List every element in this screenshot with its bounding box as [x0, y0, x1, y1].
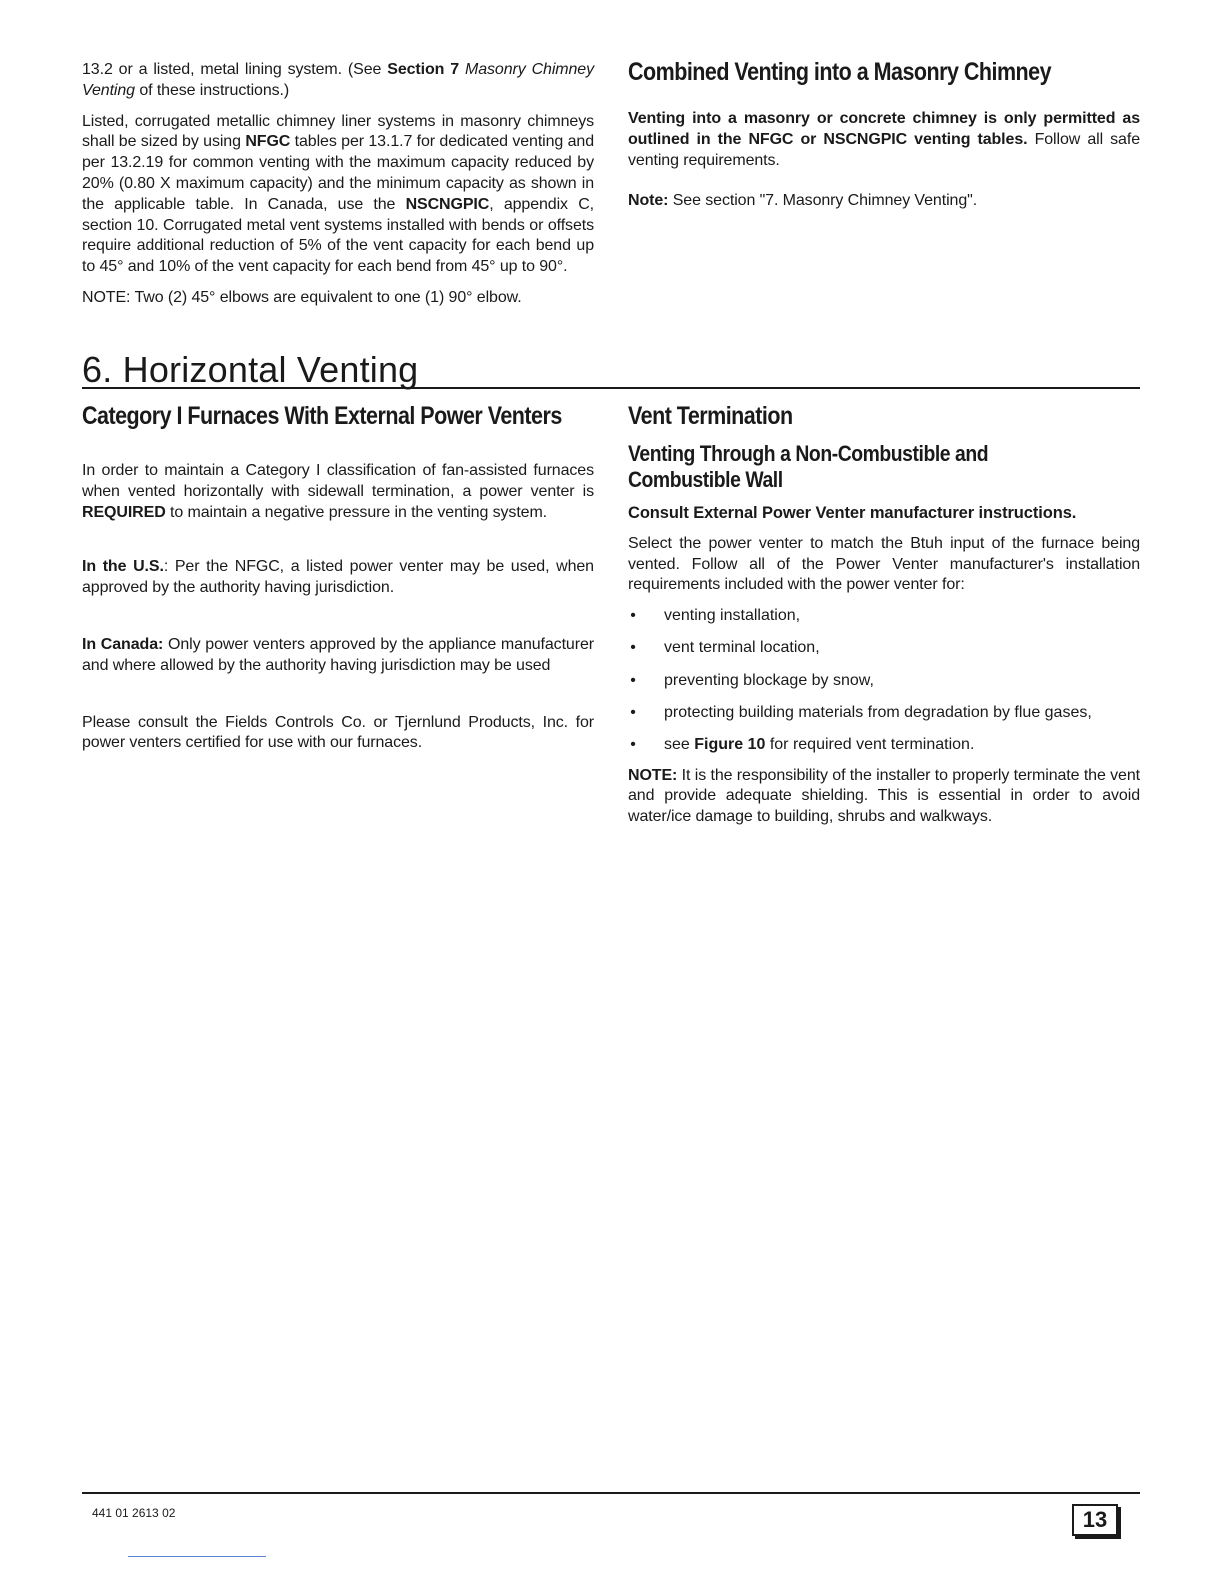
- top-left-column: [82, 60, 594, 319]
- note-see-section: Note: See section "7. Masonry Chimney Venting".: [628, 192, 978, 210]
- subheading-wall-venting: Venting Through a Non-Combustible and Combustible Wall: [628, 441, 989, 492]
- list-item: • venting installation,: [628, 606, 1140, 627]
- list-item: • vent terminal location,: [628, 638, 1140, 659]
- note-installer-responsibility: NOTE: It is the responsibility of the installer to properly terminate the vent and provide adequate shielding. This is essential in order to avoid water/ice damage to building, shrubs and walkways.: [628, 766, 1140, 826]
- page-number: 13: [1072, 1504, 1118, 1536]
- paragraph-in-the-us: In the U.S.: Per the NFGC, a listed power venter may be used, when approved by the authority having jurisdiction.: [82, 558, 594, 597]
- note-elbows: NOTE: Two (2) 45° elbows are equivalent to one (1) 90° elbow.: [82, 288, 522, 306]
- requirements-list: [628, 606, 1140, 756]
- paragraph-category-i: In order to maintain a Category I classification of fan-assisted furnaces when vented horizontally with sidewall termination, a power venter is REQUIRED to maintain a negative pressure in the venting system.: [82, 462, 594, 521]
- bullet-icon: •: [630, 736, 636, 754]
- bullet-icon: •: [630, 607, 636, 625]
- document-number: 441 01 2613 02: [92, 1506, 176, 1520]
- consult-instructions: Consult External Power Venter manufacturer instructions.: [628, 504, 1077, 522]
- right-column: [628, 402, 1140, 838]
- list-item: • protecting building materials from degradation by flue gases,: [628, 703, 1140, 724]
- bullet-icon: •: [630, 704, 636, 722]
- heading-combined-venting: Combined Venting into a Masonry Chimney: [628, 58, 1052, 86]
- paragraph-consult-suppliers: Please consult the Fields Controls Co. or Tjernlund Products, Inc. for power venters certified for use with our furnaces.: [82, 713, 594, 752]
- paragraph-select-power-venter: Select the power venter to match the Btuh input of the furnace being vented. Follow all of the Power Venter manufacturer's installation requirements included with the power venter for:: [628, 534, 1140, 594]
- list-item: • preventing blockage by snow,: [628, 671, 1140, 692]
- paragraph-lining-system: 13.2 or a listed, metal lining system. (See Section 7 Masonry Chimney Venting of these instructions.): [82, 61, 595, 99]
- list-item: • see Figure 10 for required vent termination.: [628, 735, 1140, 756]
- paragraph-corrugated-liner: Listed, corrugated metallic chimney liner systems in masonry chimneys shall be sized by using NFGC tables per 13.1.7 for dedicated venting and per 13.2.19 for common venting with the maximum capacity reduced by 20% (0.80 X maximum capacity) and the minimum capacity as shown in the applicable table. In Canada, use the NSCNGPIC, appendix C, section 10. Corrugated metal vent systems installed with bends or offsets require additional reduction of 5% of the vent capacity for each bend up to 45° and 10% of the vent capacity for each bend from 45° up to 90°.: [82, 112, 595, 276]
- heading-category-i-furnaces: Category I Furnaces With External Power Venters: [82, 402, 562, 430]
- footer-rule: [82, 1492, 1140, 1494]
- left-column: [82, 402, 594, 764]
- heading-vent-termination: Vent Termination: [628, 402, 793, 430]
- bullet-icon: •: [630, 639, 636, 657]
- bottom-link-line: [128, 1556, 266, 1557]
- section-title-rule: [82, 387, 1140, 389]
- section-title: 6. Horizontal Venting: [82, 349, 419, 390]
- bullet-icon: •: [630, 671, 636, 689]
- paragraph-masonry-permitted: Venting into a masonry or concrete chimney is only permitted as outlined in the NFGC or NSCNGPIC venting tables. Follow all safe venting requirements.: [628, 110, 1140, 169]
- top-right-column: [628, 58, 1140, 222]
- paragraph-in-canada: In Canada: Only power venters approved by the appliance manufacturer and where allowed by the authority having jurisdiction may be used: [82, 635, 594, 674]
